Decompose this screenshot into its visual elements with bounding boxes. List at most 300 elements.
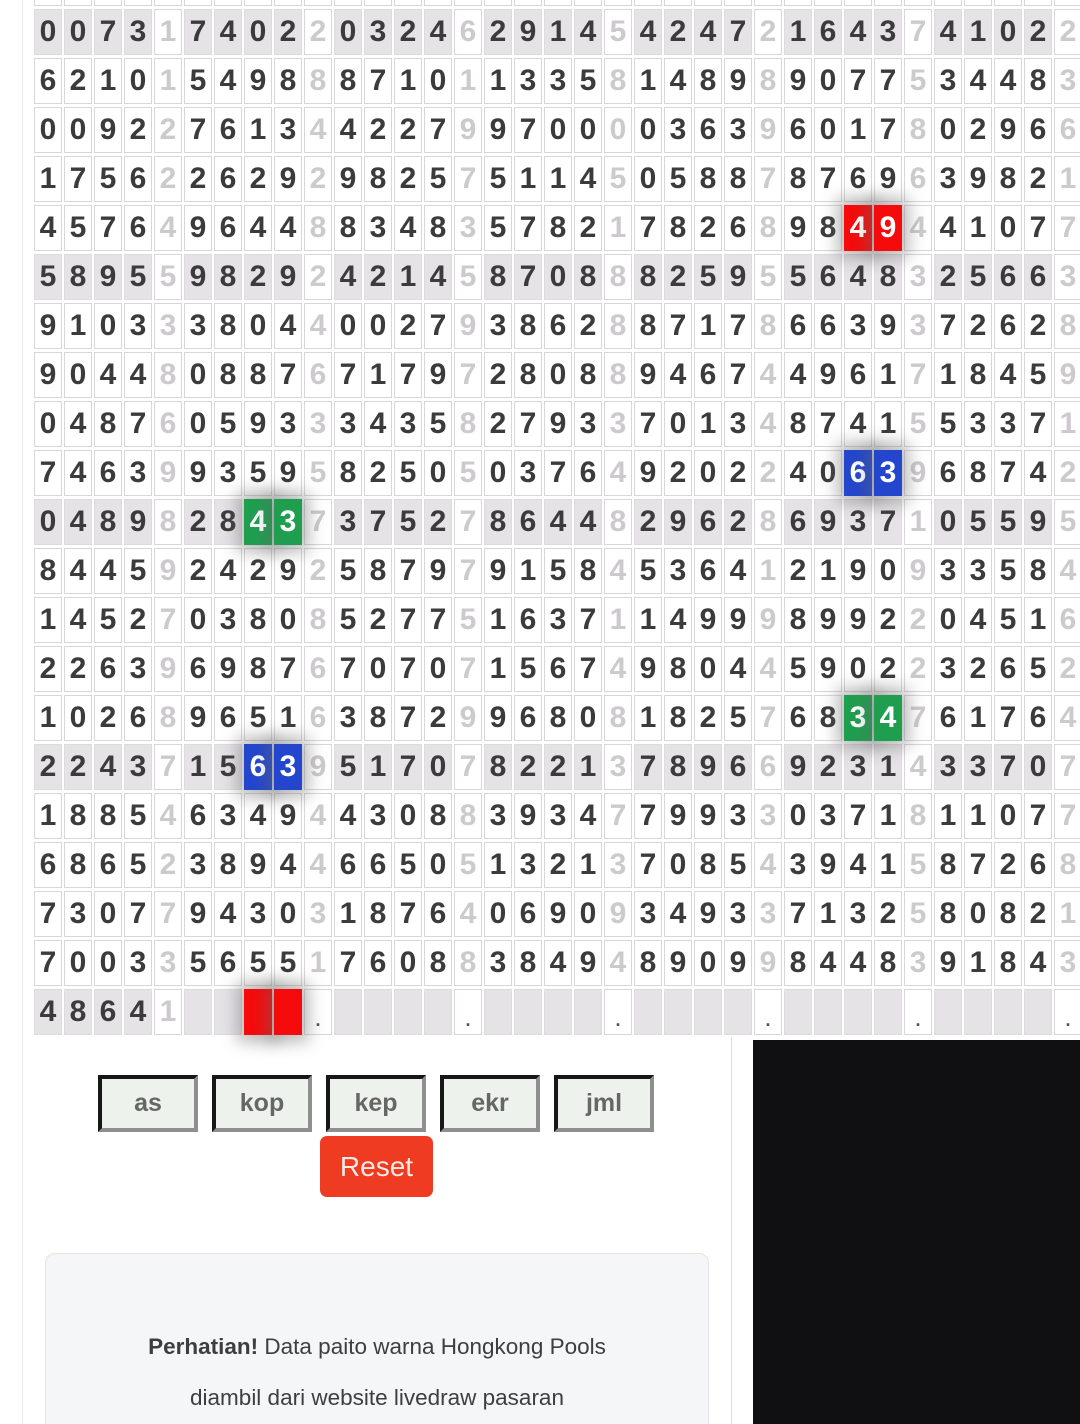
digit-cell: 0 xyxy=(934,499,962,545)
digit-cell: 9 xyxy=(274,793,302,839)
digit-cell: 3 xyxy=(724,891,752,937)
sum-cell: 9 xyxy=(1054,352,1080,398)
digit-cell: 4 xyxy=(964,58,992,104)
digit-cell: 7 xyxy=(334,646,362,692)
digit-cell xyxy=(1024,989,1052,1035)
digit-cell: 1 xyxy=(514,548,542,594)
digit-cell: 6 xyxy=(364,940,392,986)
digit-cell: 7 xyxy=(1024,401,1052,447)
digit-cell: 3 xyxy=(814,793,842,839)
digit-cell: 3 xyxy=(334,499,362,545)
digit-cell: 8 xyxy=(244,646,272,692)
digit-cell: 8 xyxy=(34,548,62,594)
digit-cell: 1 xyxy=(694,401,722,447)
digit-cell: 9 xyxy=(94,107,122,153)
sum-cell: 8 xyxy=(754,303,782,349)
digit-cell: 9 xyxy=(844,548,872,594)
digit-cell: 2 xyxy=(1024,9,1052,55)
digit-cell: 3 xyxy=(934,58,962,104)
kop-button[interactable]: kop xyxy=(212,1075,312,1132)
digit-cell: 5 xyxy=(784,646,812,692)
digit-cell: 4 xyxy=(124,352,152,398)
digit-cell: 0 xyxy=(64,9,92,55)
cut-row-cell xyxy=(844,0,872,6)
sum-cell: 3 xyxy=(604,401,632,447)
digit-cell: 9 xyxy=(694,744,722,790)
digit-cell: 4 xyxy=(274,842,302,888)
cut-row-cell xyxy=(934,0,962,6)
sum-cell: 9 xyxy=(154,646,182,692)
sum-cell: 4 xyxy=(604,548,632,594)
digit-cell: 2 xyxy=(484,9,512,55)
digit-cell: 3 xyxy=(544,58,572,104)
digit-cell: 8 xyxy=(364,548,392,594)
cut-row-cell xyxy=(1024,0,1052,6)
digit-cell: 9 xyxy=(664,499,692,545)
sum-cell: 8 xyxy=(604,58,632,104)
digit-cell: 2 xyxy=(244,548,272,594)
digit-cell: 2 xyxy=(874,891,902,937)
digit-cell: 4 xyxy=(334,793,362,839)
digit-cell: 3 xyxy=(574,401,602,447)
digit-cell: 1 xyxy=(964,695,992,741)
digit-cell: 8 xyxy=(664,695,692,741)
digit-cell: 1 xyxy=(874,744,902,790)
digit-cell: 6 xyxy=(1024,254,1052,300)
digit-cell: 8 xyxy=(994,940,1022,986)
digit-cell: 7 xyxy=(334,352,362,398)
digit-cell: 0 xyxy=(244,303,272,349)
digit-cell: 0 xyxy=(34,107,62,153)
digit-cell: 7 xyxy=(994,695,1022,741)
digit-cell: 9 xyxy=(874,156,902,202)
digit-cell: 2 xyxy=(274,9,302,55)
digit-cell: 7 xyxy=(394,597,422,643)
sum-cell: 8 xyxy=(604,303,632,349)
digit-cell: 0 xyxy=(664,401,692,447)
digit-cell: 1 xyxy=(484,58,512,104)
kep-button[interactable]: kep xyxy=(326,1075,426,1132)
sum-cell: 6 xyxy=(304,352,332,398)
digit-cell: 8 xyxy=(484,254,512,300)
digit-cell: 4 xyxy=(34,205,62,251)
digit-cell: 4 xyxy=(274,205,302,251)
digit-cell: 4 xyxy=(64,548,92,594)
digit-cell: 3 xyxy=(214,450,242,496)
digit-cell: 1 xyxy=(34,597,62,643)
digit-cell: 5 xyxy=(664,156,692,202)
digit-cell: 1 xyxy=(274,695,302,741)
digit-cell: 2 xyxy=(1024,156,1052,202)
digit-cell: 3 xyxy=(364,793,392,839)
digit-cell: 8 xyxy=(994,156,1022,202)
sum-cell: 6 xyxy=(904,156,932,202)
sum-cell: 7 xyxy=(604,793,632,839)
sum-cell: 0 xyxy=(604,107,632,153)
digit-cell: 8 xyxy=(784,156,812,202)
sum-cell: 9 xyxy=(454,695,482,741)
digit-cell: 3 xyxy=(334,695,362,741)
digit-cell: 5 xyxy=(934,401,962,447)
digit-cell: 8 xyxy=(634,254,662,300)
digit-cell: 9 xyxy=(724,597,752,643)
digit-cell: 1 xyxy=(814,891,842,937)
digit-cell: 4 xyxy=(34,989,62,1035)
digit-cell: 2 xyxy=(874,646,902,692)
digit-cell: 2 xyxy=(184,156,212,202)
sum-cell: 2 xyxy=(754,450,782,496)
cut-row-cell xyxy=(244,0,272,6)
digit-cell: 7 xyxy=(424,107,452,153)
digit-cell: 0 xyxy=(814,107,842,153)
digit-cell: 1 xyxy=(694,303,722,349)
digit-cell: 5 xyxy=(124,842,152,888)
sum-cell: 8 xyxy=(454,940,482,986)
digit-cell: 2 xyxy=(184,548,212,594)
digit-cell: 6 xyxy=(184,646,212,692)
digit-cell: 0 xyxy=(784,793,812,839)
sum-cell: 3 xyxy=(154,303,182,349)
digit-cell: 4 xyxy=(964,597,992,643)
digit-cell: 8 xyxy=(334,205,362,251)
digit-cell xyxy=(484,989,512,1035)
digit-cell: 9 xyxy=(874,205,902,251)
sum-cell: 7 xyxy=(904,9,932,55)
notice-line1-text: Data paito warna Hongkong Pools xyxy=(264,1334,606,1359)
digit-cell: 0 xyxy=(484,891,512,937)
digit-cell: 2 xyxy=(64,744,92,790)
digit-cell: 1 xyxy=(784,9,812,55)
sum-cell: 9 xyxy=(754,940,782,986)
digit-cell: 8 xyxy=(694,156,722,202)
digit-cell: 2 xyxy=(124,597,152,643)
sum-cell: 3 xyxy=(304,891,332,937)
digit-cell: 7 xyxy=(634,793,662,839)
digit-cell: 0 xyxy=(424,450,452,496)
as-button[interactable]: as xyxy=(98,1075,198,1132)
digit-cell: 7 xyxy=(634,842,662,888)
sum-cell: 2 xyxy=(304,548,332,594)
digit-cell: 8 xyxy=(334,58,362,104)
digit-cell: 5 xyxy=(184,58,212,104)
sum-cell: 3 xyxy=(904,940,932,986)
digit-cell: 4 xyxy=(934,9,962,55)
digit-cell: 2 xyxy=(814,744,842,790)
digit-cell: 5 xyxy=(724,842,752,888)
digit-cell: 9 xyxy=(814,352,842,398)
panel-right-border xyxy=(731,1037,732,1424)
digit-cell: 5 xyxy=(484,156,512,202)
digit-cell: 4 xyxy=(634,9,662,55)
digit-cell: 7 xyxy=(1024,205,1052,251)
digit-cell: 0 xyxy=(394,940,422,986)
digit-cell: 3 xyxy=(874,9,902,55)
jml-button[interactable]: jml xyxy=(554,1075,654,1132)
digit-cell: 9 xyxy=(874,303,902,349)
digit-cell: 4 xyxy=(664,58,692,104)
sum-cell: 3 xyxy=(604,842,632,888)
digit-cell xyxy=(694,989,722,1035)
notice-card xyxy=(45,1253,709,1424)
digit-cell: 6 xyxy=(694,548,722,594)
sum-cell: 5 xyxy=(454,450,482,496)
digit-cell: 7 xyxy=(724,352,752,398)
sum-cell: 7 xyxy=(454,499,482,545)
digit-cell: 4 xyxy=(214,548,242,594)
digit-cell: 8 xyxy=(1024,58,1052,104)
sum-cell: 8 xyxy=(1054,303,1080,349)
digit-cell: 7 xyxy=(634,744,662,790)
digit-cell: 4 xyxy=(364,401,392,447)
digit-cell: 4 xyxy=(574,9,602,55)
digit-cell: 4 xyxy=(934,205,962,251)
sum-cell: 2 xyxy=(154,842,182,888)
digit-cell: 8 xyxy=(424,940,452,986)
digit-cell: 2 xyxy=(544,744,572,790)
digit-cell: 2 xyxy=(994,842,1022,888)
digit-cell: 9 xyxy=(184,695,212,741)
sum-cell: 6 xyxy=(304,646,332,692)
digit-cell: 3 xyxy=(514,842,542,888)
reset-button[interactable]: Reset xyxy=(320,1136,433,1197)
digit-cell: 2 xyxy=(724,450,752,496)
digit-cell: 5 xyxy=(514,646,542,692)
digit-cell: 4 xyxy=(424,254,452,300)
digit-cell: 2 xyxy=(664,9,692,55)
ekr-button[interactable]: ekr xyxy=(440,1075,540,1132)
digit-cell: 4 xyxy=(64,597,92,643)
digit-cell: 7 xyxy=(394,646,422,692)
sum-cell: 5 xyxy=(154,254,182,300)
digit-cell: 3 xyxy=(934,548,962,594)
sum-cell: 7 xyxy=(304,499,332,545)
digit-cell: 7 xyxy=(274,352,302,398)
digit-cell: 0 xyxy=(334,303,362,349)
digit-cell: 8 xyxy=(814,205,842,251)
sum-cell: 3 xyxy=(754,793,782,839)
digit-cell: 0 xyxy=(394,793,422,839)
digit-cell: 8 xyxy=(574,548,602,594)
sum-cell: 1 xyxy=(154,9,182,55)
digit-cell: 0 xyxy=(424,842,452,888)
sum-cell: 1 xyxy=(154,989,182,1035)
digit-cell: 6 xyxy=(244,744,272,790)
digit-cell xyxy=(814,989,842,1035)
digit-cell: 6 xyxy=(94,842,122,888)
digit-cell: 0 xyxy=(634,156,662,202)
sum-cell: 8 xyxy=(604,499,632,545)
panel-left-border xyxy=(22,0,23,1424)
digit-cell: 8 xyxy=(364,695,392,741)
cut-row-cell xyxy=(184,0,212,6)
digit-cell: 6 xyxy=(784,695,812,741)
digit-cell: 3 xyxy=(664,107,692,153)
digit-cell: 8 xyxy=(784,401,812,447)
cut-row-cell xyxy=(814,0,842,6)
cut-row-cell xyxy=(754,0,782,6)
sum-cell: 4 xyxy=(604,450,632,496)
digit-cell: 0 xyxy=(64,695,92,741)
digit-cell: 7 xyxy=(994,744,1022,790)
digit-cell: 9 xyxy=(934,940,962,986)
digit-cell: 8 xyxy=(664,205,692,251)
sum-cell: 6 xyxy=(1054,107,1080,153)
digit-cell: 8 xyxy=(484,744,512,790)
digit-cell: 8 xyxy=(814,695,842,741)
sum-cell: 7 xyxy=(904,352,932,398)
digit-cell: 4 xyxy=(784,352,812,398)
digit-cell: 7 xyxy=(364,58,392,104)
digit-cell: 1 xyxy=(364,744,392,790)
digit-cell xyxy=(214,989,242,1035)
digit-cell: 3 xyxy=(484,793,512,839)
digit-cell xyxy=(424,989,452,1035)
digit-cell: 8 xyxy=(574,352,602,398)
digit-cell: 0 xyxy=(34,9,62,55)
digit-cell: 6 xyxy=(994,646,1022,692)
digit-cell: 3 xyxy=(214,597,242,643)
cut-row-cell xyxy=(964,0,992,6)
digit-cell: 1 xyxy=(814,548,842,594)
digit-cell: 3 xyxy=(964,401,992,447)
digit-cell: 6 xyxy=(34,58,62,104)
digit-cell: 2 xyxy=(694,695,722,741)
digit-cell: 5 xyxy=(94,597,122,643)
digit-cell: 3 xyxy=(844,695,872,741)
sum-cell: 2 xyxy=(754,9,782,55)
digit-cell: 0 xyxy=(1024,744,1052,790)
digit-cell: 0 xyxy=(94,891,122,937)
digit-cell: 5 xyxy=(694,254,722,300)
digit-cell: 1 xyxy=(634,58,662,104)
digit-cell: 2 xyxy=(34,646,62,692)
digit-cell: 3 xyxy=(124,940,152,986)
digit-cell: 3 xyxy=(334,401,362,447)
digit-cell: 3 xyxy=(124,744,152,790)
digit-cell xyxy=(364,989,392,1035)
digit-cell: 9 xyxy=(814,646,842,692)
digit-cell: 0 xyxy=(364,303,392,349)
digit-cell: 9 xyxy=(694,597,722,643)
digit-cell: 7 xyxy=(394,695,422,741)
digit-cell: 4 xyxy=(994,58,1022,104)
digit-cell: 8 xyxy=(724,156,752,202)
digit-cell: 6 xyxy=(934,450,962,496)
sum-cell: 5 xyxy=(904,891,932,937)
digit-cell: 2 xyxy=(964,107,992,153)
sum-cell: 4 xyxy=(1054,695,1080,741)
digit-cell: 0 xyxy=(34,499,62,545)
sum-cell: . xyxy=(604,989,632,1035)
digit-cell: 9 xyxy=(244,58,272,104)
digit-cell: 0 xyxy=(544,352,572,398)
digit-cell: 1 xyxy=(874,842,902,888)
digit-cell: 5 xyxy=(184,940,212,986)
sum-cell: 5 xyxy=(754,254,782,300)
digit-cell: 3 xyxy=(274,744,302,790)
digit-cell: 9 xyxy=(844,597,872,643)
sum-cell: 8 xyxy=(604,254,632,300)
digit-cell: 6 xyxy=(814,9,842,55)
digit-cell: 4 xyxy=(124,989,152,1035)
digit-cell: 9 xyxy=(514,793,542,839)
digit-cell: 3 xyxy=(394,401,422,447)
digit-cell: 2 xyxy=(934,254,962,300)
digit-cell: 0 xyxy=(424,646,452,692)
digit-cell: 0 xyxy=(934,597,962,643)
digit-cell: 6 xyxy=(1024,695,1052,741)
digit-cell: 8 xyxy=(364,891,392,937)
digit-cell: 1 xyxy=(34,793,62,839)
digit-cell: 3 xyxy=(124,450,152,496)
digit-cell: 8 xyxy=(94,793,122,839)
digit-cell: 6 xyxy=(214,940,242,986)
sum-cell: 2 xyxy=(304,254,332,300)
sum-cell: 4 xyxy=(1054,548,1080,594)
sum-cell: 2 xyxy=(304,9,332,55)
sum-cell: 5 xyxy=(604,156,632,202)
digit-cell: 2 xyxy=(784,548,812,594)
digit-cell: 9 xyxy=(274,156,302,202)
digit-cell: 4 xyxy=(64,401,92,447)
digit-cell: 3 xyxy=(364,9,392,55)
digit-cell: 3 xyxy=(364,205,392,251)
digit-cell: 4 xyxy=(1024,940,1052,986)
digit-cell: 6 xyxy=(844,352,872,398)
cut-row-cell xyxy=(904,0,932,6)
digit-cell: 7 xyxy=(124,891,152,937)
digit-cell: 8 xyxy=(994,891,1022,937)
digit-cell: 8 xyxy=(934,842,962,888)
digit-cell: 3 xyxy=(484,940,512,986)
digit-cell: 0 xyxy=(994,9,1022,55)
digit-cell: 4 xyxy=(664,891,692,937)
digit-cell: 3 xyxy=(484,303,512,349)
sum-cell: 7 xyxy=(154,891,182,937)
sum-cell: 9 xyxy=(604,891,632,937)
sum-cell: 1 xyxy=(304,940,332,986)
sum-cell: 4 xyxy=(304,842,332,888)
sum-cell: 6 xyxy=(1054,597,1080,643)
digit-cell: 8 xyxy=(514,940,542,986)
digit-cell: 2 xyxy=(634,499,662,545)
sum-cell: 8 xyxy=(154,695,182,741)
cut-row-cell xyxy=(34,0,62,6)
digit-cell: 4 xyxy=(94,548,122,594)
digit-cell: 3 xyxy=(124,9,152,55)
digit-cell: 7 xyxy=(634,401,662,447)
digit-cell: 4 xyxy=(94,352,122,398)
digit-cell: 1 xyxy=(964,9,992,55)
cut-row-cell xyxy=(724,0,752,6)
digit-cell: 8 xyxy=(64,254,92,300)
digit-cell: 7 xyxy=(934,303,962,349)
sum-cell: 7 xyxy=(454,744,482,790)
digit-cell: 4 xyxy=(844,254,872,300)
digit-cell: 9 xyxy=(694,793,722,839)
digit-cell: 2 xyxy=(124,107,152,153)
digit-cell: 3 xyxy=(844,499,872,545)
digit-cell: 5 xyxy=(1024,646,1052,692)
digit-cell: 0 xyxy=(574,891,602,937)
sum-cell: 7 xyxy=(1054,744,1080,790)
digit-cell: 0 xyxy=(934,107,962,153)
digit-cell: 9 xyxy=(814,499,842,545)
digit-cell: 9 xyxy=(514,9,542,55)
digit-cell: 9 xyxy=(424,548,452,594)
digit-cell: 4 xyxy=(784,450,812,496)
digit-cell: 6 xyxy=(784,107,812,153)
